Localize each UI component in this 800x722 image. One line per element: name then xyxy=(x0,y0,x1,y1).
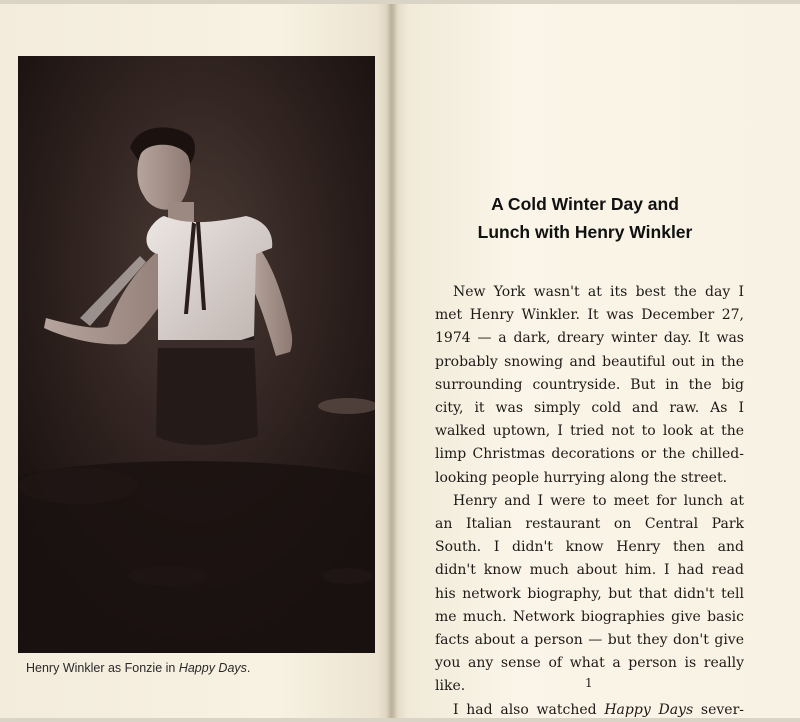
chapter-title-line1: A Cold Winter Day and xyxy=(491,194,679,214)
text-line: didn't know much about him. I had read xyxy=(435,562,744,579)
chapter-title xyxy=(440,190,730,246)
text-line: South. I didn't know Henry then and xyxy=(435,539,744,556)
caption-prefix: Henry Winkler as Fonzie in xyxy=(26,661,179,675)
text-line: met Henry Winkler. It was December 27, xyxy=(435,307,744,324)
body-text xyxy=(435,281,744,722)
text-line: city, it was simply cold and raw. As I xyxy=(435,400,744,417)
chapter-title-line2: Lunch with Henry Winkler xyxy=(477,222,693,242)
fonzie-photo xyxy=(18,56,375,653)
text-line: his network biography, but that didn't tell xyxy=(435,585,744,602)
caption-suffix: . xyxy=(246,661,251,675)
book-gutter xyxy=(386,4,398,718)
caption-show-title: Happy Days xyxy=(178,661,247,675)
last-line-suffix: sever- xyxy=(693,701,744,718)
photo-caption xyxy=(26,661,250,675)
text-line: facts about a person — but they don't give xyxy=(435,632,744,649)
text-line: surrounding countryside. But in the big xyxy=(435,376,744,393)
text-line: New York wasn't at its best the day I xyxy=(453,284,744,300)
text-line: you any sense of what a person is really xyxy=(435,655,744,672)
text-line-last xyxy=(435,699,744,722)
photo-icon xyxy=(18,56,375,653)
text-line: me much. Network biographies give basic xyxy=(435,608,744,625)
last-line-italic: Happy Days xyxy=(604,701,694,718)
text-line: looking people hurrying along the street. xyxy=(435,469,728,486)
last-line-prefix: I had also watched xyxy=(453,701,605,718)
text-line: probably snowing and beautiful out in the xyxy=(435,353,744,370)
page-number: 1 xyxy=(585,676,593,690)
text-line: 1974 — a dark, dreary winter day. It was xyxy=(435,330,744,347)
text-line: walked uptown, I tried not to look at the xyxy=(435,423,744,440)
text-line: limp Christmas decorations or the chilled- xyxy=(435,446,744,463)
text-line: an Italian restaurant on Central Park xyxy=(435,516,744,533)
text-line: Henry and I were to meet for lunch at xyxy=(453,492,744,509)
text-line: like. xyxy=(435,678,466,695)
